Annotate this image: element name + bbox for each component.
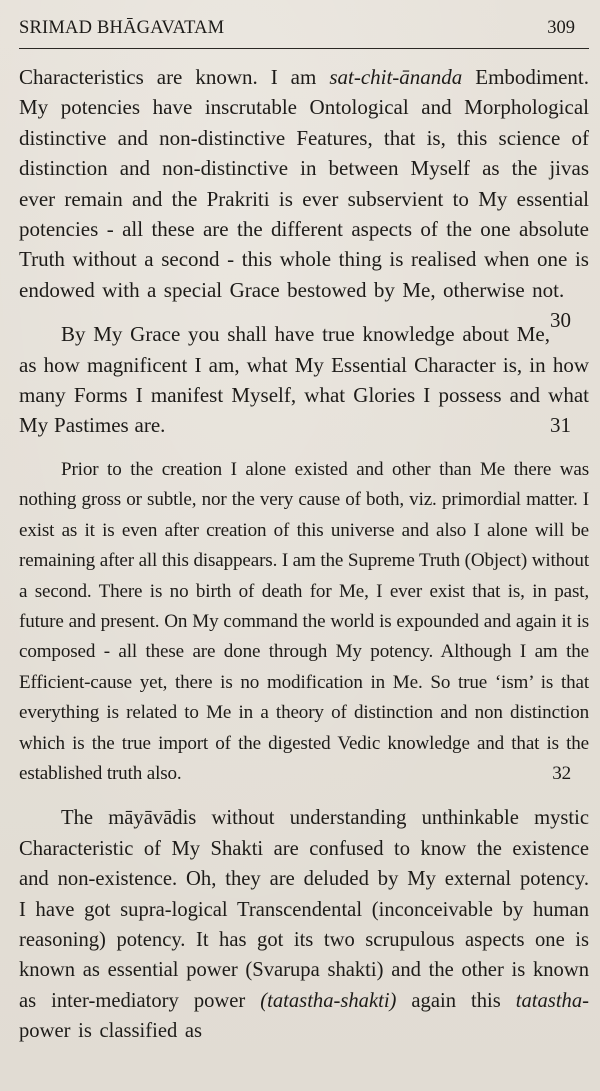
verse-number: 32 xyxy=(552,762,571,784)
paragraph-continued xyxy=(19,803,589,1046)
italic-text-run: (tatastha-shakti) xyxy=(260,989,397,1012)
italic-text-run: tatastha xyxy=(515,989,583,1012)
text-run: Prior to the creation I alone existed and other than Me there was nothing gross or subtle, nor the very cause of both, viz. primordial matter. I exist as it is even after creation of this universe and also I alone will be remaining after all this disappears. I am the Supreme Truth (Object) without a second. There is no birth of death for Me, I ever exist that is, in past, future and present. On My command the world is expounded and again it is composed - all these are done through My potency. Although I am the Efficient-cause yet, there is no modification in Me. So true ‘ism’ is that everything is related to Me in a theory of distinction and non distinction which is the true import of the digested Vedic knowledge and that is the established truth also. xyxy=(19,458,589,784)
text-run: The māyāvādis without understanding unthinkable mystic Characteristic of My Shakti are confused to know the existence and non-existence. Oh, they are deluded by My external potency. I have got supra-logical Transcendental (inconceivable by human reasoning) potency. It has got its two scrupulous aspects one is known as essential power (Svarupa shakti) and the other is known as inter-mediatory power xyxy=(19,807,589,1012)
running-title: SRIMAD BHĀGAVATAM xyxy=(19,18,225,38)
paragraph-verse-31 xyxy=(19,319,589,441)
italic-text-run: sat-chit-ānanda xyxy=(329,65,463,89)
verse-number: 30 xyxy=(550,308,571,333)
text-run: Characteristics are known. I am xyxy=(19,65,330,89)
header-rule xyxy=(19,48,589,49)
text-run: By My Grace you shall have true knowledge about Me, as how magnificent I am, what My Essential Character is, in how many Forms I manifest Myself, what Glories I possess and what My Pastimes are. xyxy=(19,322,589,438)
page-header xyxy=(19,0,589,62)
text-run: -power is classified as xyxy=(19,989,589,1043)
page-number: 309 xyxy=(547,18,575,38)
text-run: again this xyxy=(396,989,516,1012)
paragraph-verse-32 xyxy=(19,455,589,789)
text-run: Embodiment. My potencies have inscrutable Ontological and Morphological distinctive and non-distinctive Features, that is, this science of distinction and non-distinctive in between Myself as the jivas ever remain and the Prakriti is ever subservient to My essential potencies - all these are the different aspects of the one absolute Truth without a second - this whole thing is realised when one is endowed with a special Grace bestowed by Me, otherwise not. xyxy=(19,65,589,302)
paragraph-verse-30 xyxy=(19,62,589,333)
verse-number: 31 xyxy=(550,413,571,438)
body-text xyxy=(19,62,589,1047)
